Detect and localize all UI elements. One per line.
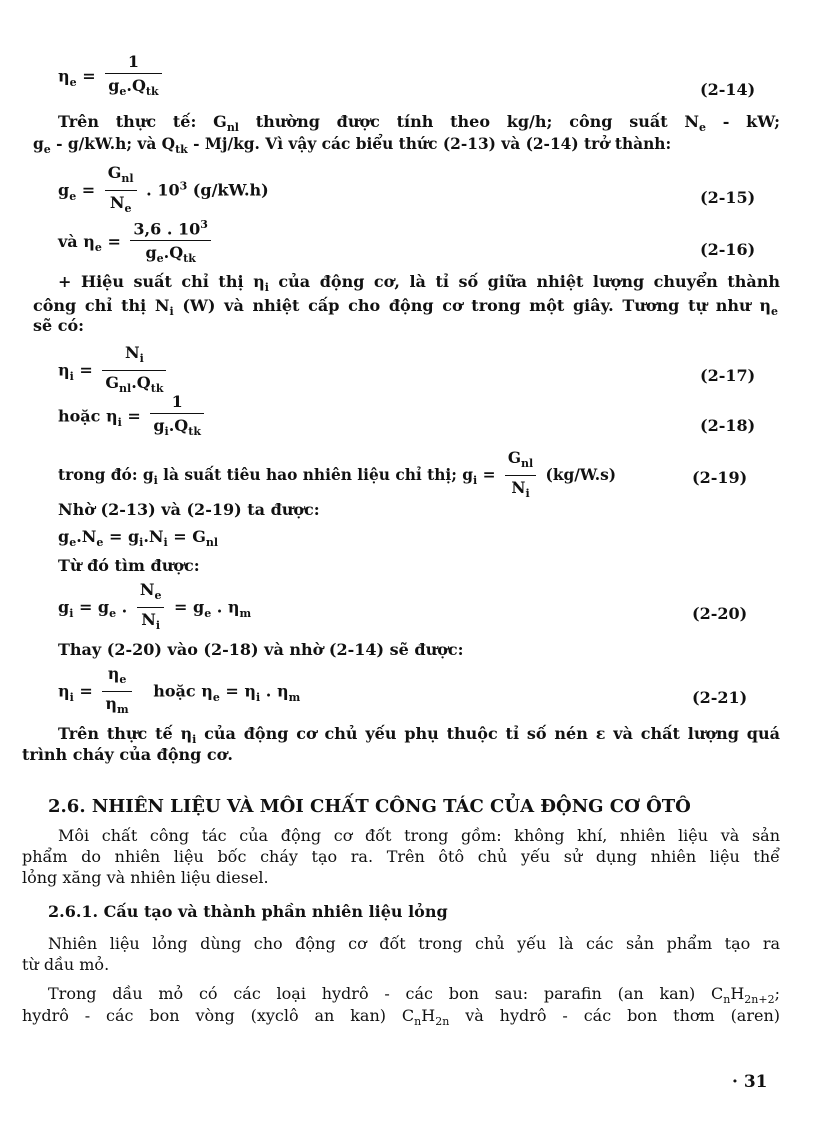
equation-2-18: hoặc $\eta_i$ = $\frac{1}{g_i.Q_{tk}}$ xyxy=(58,392,208,442)
equation-number: (2-17) xyxy=(700,366,756,385)
paragraph-line: Trên thực tế $\eta_i$ của động cơ chủ yếu phụ thuộc tỉ số nén ε và chất lượng quá xyxy=(58,724,780,747)
subsection-heading: 2.6.1. Cấu tạo và thành phần nhiên liệu lỏng xyxy=(48,902,448,921)
equation-gn: $g_e.N_e = g_i.N_i = G_{nl}$ xyxy=(58,527,219,550)
page-number: · 31 xyxy=(732,1072,768,1092)
paragraph-line: Môi chất công tác của động cơ đốt trong gồm: không khí, nhiên liệu và sản xyxy=(58,826,780,845)
equation-2-20: $g_i = g_e$ . $\frac{N_e}{N_i}$ = $g_e$ . $\eta_m$ xyxy=(58,580,252,633)
equation-number: (2-14) xyxy=(700,80,756,99)
paragraph-line: + Hiệu suất chỉ thị $\eta_i$ của động cơ, là tỉ số giữa nhiệt lượng chuyển thành xyxy=(58,272,780,295)
section-heading: 2.6. NHIÊN LIỆU VÀ MÔI CHẤT CÔNG TÁC CỦA ĐỘNG CƠ ÔTÔ xyxy=(48,796,691,817)
equation-2-14: $\eta_e$ = $\frac{1}{g_e.Q_{tk}}$ xyxy=(58,52,166,102)
paragraph-line: Nhiên liệu lỏng dùng cho động cơ đốt trong chủ yếu là các sản phẩm tạo ra xyxy=(48,934,780,953)
equation-number: (2-20) xyxy=(692,604,748,623)
paragraph-line: công chỉ thị $N_i$ (W) và nhiệt cấp cho động cơ trong một giây. Tương tự như $\eta_e$ xyxy=(33,296,778,319)
paragraph-line: Thay (2-20) vào (2-18) và nhờ (2-14) sẽ được: xyxy=(58,640,464,659)
equation-number: (2-19) xyxy=(692,468,748,487)
paragraph-line: Nhờ (2-13) và (2-19) ta được: xyxy=(58,500,320,519)
paragraph-line: $g_e - g/kW.h$; và $Q_{tk} - Mj/kg$. Vì vậy các biểu thức (2-13) và (2-14) trở thành: xyxy=(33,135,672,157)
paragraph-line: từ dầu mỏ. xyxy=(22,955,110,974)
paragraph-line: lỏng xăng và nhiên liệu diesel. xyxy=(22,868,269,887)
equation-number: (2-15) xyxy=(700,188,756,207)
paragraph-line: Từ đó tìm được: xyxy=(58,556,200,575)
equation-2-19: trong đó: $g_i$ là suất tiêu hao nhiên liệu chỉ thị; $g_i$ = $\frac{G_{nl}}{N_i}$ (kg/W.s) xyxy=(58,449,617,501)
paragraph-line: Trong dầu mỏ có các loại hydrô - các bon sau: parafin (an kan) $C_nH_{2n+2}$; xyxy=(48,984,780,1007)
equation-number: (2-16) xyxy=(700,240,756,259)
equation-2-21: $\eta_i$ = $\frac{\eta_e}{\eta_m}$ hoặc $\eta_e = \eta_i$ . $\eta_m$ xyxy=(58,664,301,717)
equation-number: (2-21) xyxy=(692,688,748,707)
paragraph-line: sẽ có: xyxy=(33,316,85,335)
equation-2-15: $g_e$ = $\frac{G_{nl}}{N_e}$ . $10^3$ (g/kW.h) xyxy=(58,163,269,216)
paragraph-line: phẩm do nhiên liệu bốc cháy tạo ra. Trên ôtô chủ yếu sử dụng nhiên liệu thể xyxy=(22,847,780,866)
paragraph-line: Trên thực tế: $G_{nl}$ thường được tính theo kg/h; công suất $N_e$ - kW; xyxy=(58,112,781,135)
equation-number: (2-18) xyxy=(700,416,756,435)
equation-2-17: $\eta_i$ = $\frac{N_i}{G_{nl}.Q_{tk}}$ xyxy=(58,343,170,399)
equation-2-16: và $\eta_e$ = $\frac{3,6 . 10^3}{g_e.Q_{tk}}$ xyxy=(58,215,215,270)
paragraph-line: trình cháy của động cơ. xyxy=(22,745,233,764)
paragraph-line: hydrô - các bon vòng (xyclô an kan) $C_nH_{2n}$ và hydrô - các bon thơm (aren) xyxy=(22,1006,781,1029)
